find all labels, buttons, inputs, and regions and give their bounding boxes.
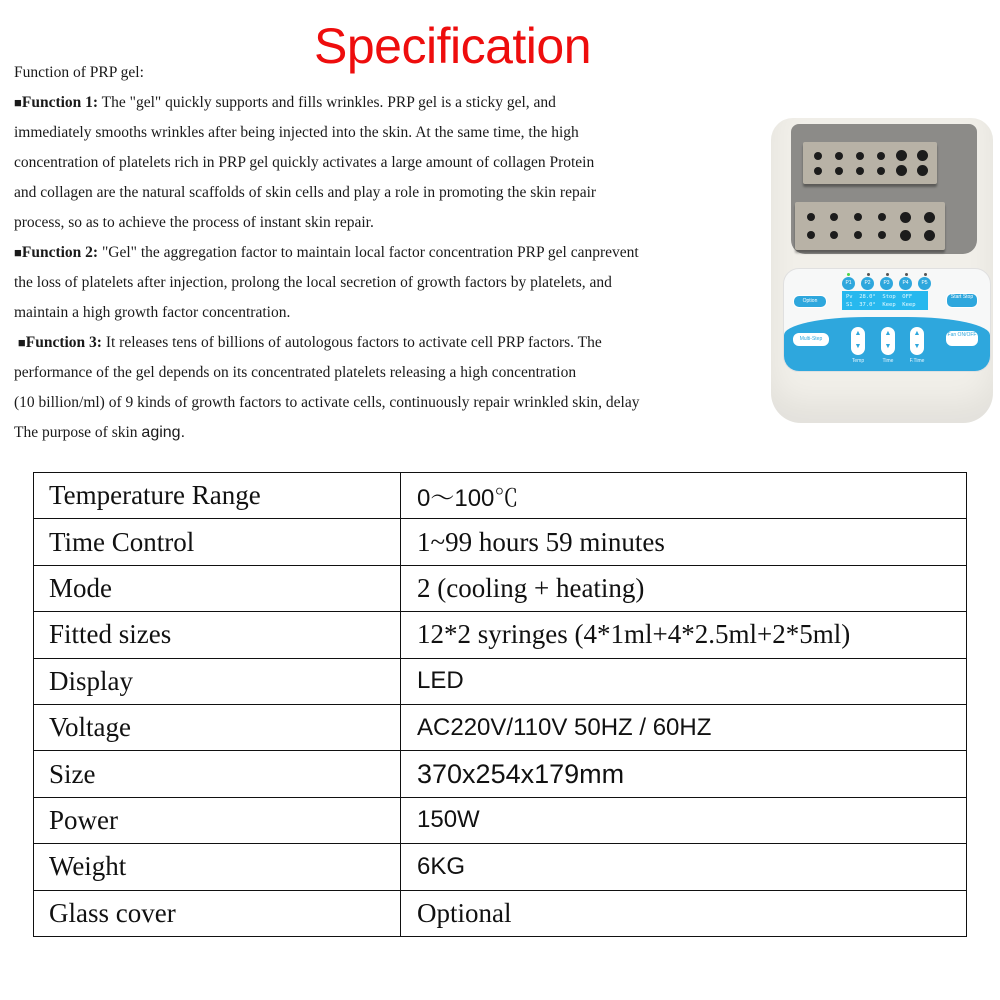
hole-icon <box>807 231 815 239</box>
hole-icon <box>830 231 838 239</box>
spec-value: 1~99 hours 59 minutes <box>401 519 967 565</box>
led-indicator-icon <box>847 273 850 276</box>
function-1-line: process, so as to achieve the process of instant skin repair. <box>14 214 374 231</box>
spec-value: 2 (cooling + heating) <box>401 565 967 611</box>
specification-table <box>33 472 967 937</box>
hole-icon <box>814 152 822 160</box>
program-button-p1: P1 <box>842 277 855 290</box>
function-1-line: ■Function 1: The "gel" quickly supports and fills wrinkles. PRP gel is a sticky gel, and <box>14 94 556 111</box>
function-2-label: Function 2: <box>21 244 99 261</box>
table-row <box>34 658 967 704</box>
table-row <box>34 844 967 890</box>
program-button-p2: P2 <box>861 277 874 290</box>
hole-icon <box>924 230 935 241</box>
device-control-panel <box>783 268 991 372</box>
function-3-line: The purpose of skin aging. <box>14 424 186 441</box>
spec-key: Mode <box>34 565 401 611</box>
table-row <box>34 797 967 843</box>
hole-icon <box>854 213 862 221</box>
hole-icon <box>814 167 822 175</box>
time-label: Time <box>882 358 894 364</box>
device-body <box>771 118 993 423</box>
spec-key: Fitted sizes <box>34 612 401 658</box>
fan-button: Fan ON/OFF <box>946 331 978 346</box>
program-button-p3: P3 <box>880 277 893 290</box>
hole-icon <box>896 165 907 176</box>
hole-icon <box>854 231 862 239</box>
hole-icon <box>807 213 815 221</box>
function-1-line: concentration of platelets rich in PRP gel quickly activates a large amount of collagen Protein <box>14 154 595 171</box>
spec-key: Glass cover <box>34 890 401 936</box>
spec-value: 12*2 syringes (4*1ml+4*2.5ml+2*5ml) <box>401 612 967 658</box>
led-indicator-icon <box>905 273 908 276</box>
bullet-square-icon: ■ <box>14 95 22 110</box>
function-1-line: and collagen are the natural scaffolds of skin cells and play a role in promoting the skin repair <box>14 184 597 201</box>
intro-heading: Function of PRP gel: <box>14 64 144 81</box>
table-row <box>34 751 967 797</box>
function-3-label: Function 3: <box>25 334 102 351</box>
intro-text <box>14 58 754 448</box>
syringe-block-bottom <box>795 202 945 250</box>
hole-icon <box>917 165 928 176</box>
led-indicator-icon <box>886 273 889 276</box>
spec-value: Optional <box>401 890 967 936</box>
hole-icon <box>878 213 886 221</box>
temp-label: Temp <box>851 358 865 364</box>
table-row <box>34 890 967 936</box>
hole-icon <box>877 152 885 160</box>
hole-icon <box>877 167 885 175</box>
function-2-line: the loss of platelets after injection, prolong the local secretion of growth factors by platelets, and <box>14 274 612 291</box>
spec-key: Power <box>34 797 401 843</box>
function-2-line: maintain a high growth factor concentration. <box>14 304 291 321</box>
hole-icon <box>856 152 864 160</box>
hole-icon <box>835 167 843 175</box>
ftime-label: F.Time <box>909 358 925 364</box>
led-indicator-icon <box>924 273 927 276</box>
spec-key: Display <box>34 658 401 704</box>
spec-key: Temperature Range <box>34 473 401 519</box>
lcd-display: Pv 28.0° Stop OFF S1 37.0° Keep Keep <box>842 291 928 310</box>
spec-value: 370x254x179mm <box>401 751 967 797</box>
time-adjust-arrows-icon: ▲ ▼ <box>881 327 895 355</box>
bullet-square-icon: ■ <box>14 245 22 260</box>
spec-key: Weight <box>34 844 401 890</box>
function-3-line: performance of the gel depends on its concentrated platelets releasing a high concentration <box>14 364 577 381</box>
start-stop-button: Start Stop <box>946 293 978 308</box>
hole-icon <box>900 230 911 241</box>
option-button: Option <box>793 295 827 308</box>
table-row <box>34 519 967 565</box>
hole-icon <box>900 212 911 223</box>
table-row <box>34 473 967 519</box>
spec-value: LED <box>401 658 967 704</box>
spec-key: Size <box>34 751 401 797</box>
bullet-square-icon: ■ <box>17 335 26 350</box>
function-1-label: Function 1: <box>21 94 99 111</box>
spec-value: AC220V/110V 50HZ / 60HZ <box>401 704 967 750</box>
hole-icon <box>835 152 843 160</box>
function-2-line: ■Function 2: "Gel" the aggregation factor to maintain local factor concentration PRP gel canprevent <box>14 244 639 261</box>
temp-adjust-arrows-icon: ▲ ▼ <box>851 327 865 355</box>
spec-value: 0〜100℃ <box>401 473 967 519</box>
hole-icon <box>830 213 838 221</box>
spec-key: Voltage <box>34 704 401 750</box>
function-3-line: ■Function 3: It releases tens of billions of autologous factors to activate cell PRP factors. The <box>17 334 602 351</box>
spec-key: Time Control <box>34 519 401 565</box>
page-title: Specification <box>314 18 591 74</box>
spec-value: 6KG <box>401 844 967 890</box>
program-button-p4: P4 <box>899 277 912 290</box>
hole-icon <box>878 231 886 239</box>
spec-value: 150W <box>401 797 967 843</box>
hole-icon <box>924 212 935 223</box>
syringe-block-top <box>803 142 937 184</box>
table-row <box>34 704 967 750</box>
hole-icon <box>917 150 928 161</box>
multi-step-button: Multi-Step <box>793 333 829 346</box>
led-indicator-icon <box>867 273 870 276</box>
table-row <box>34 565 967 611</box>
ftime-adjust-arrows-icon: ▲ ▼ <box>910 327 924 355</box>
function-1-line: immediately smooths wrinkles after being injected into the skin. At the same time, the high <box>14 124 579 141</box>
hole-icon <box>896 150 907 161</box>
device-heating-well <box>791 124 977 254</box>
hole-icon <box>856 167 864 175</box>
prp-gel-maker-device-image <box>765 118 997 428</box>
program-button-p5: P5 <box>918 277 931 290</box>
function-3-line: (10 billion/ml) of 9 kinds of growth factors to activate cells, continuously repair wrinkled skin, delay <box>14 394 640 411</box>
table-row <box>34 612 967 658</box>
